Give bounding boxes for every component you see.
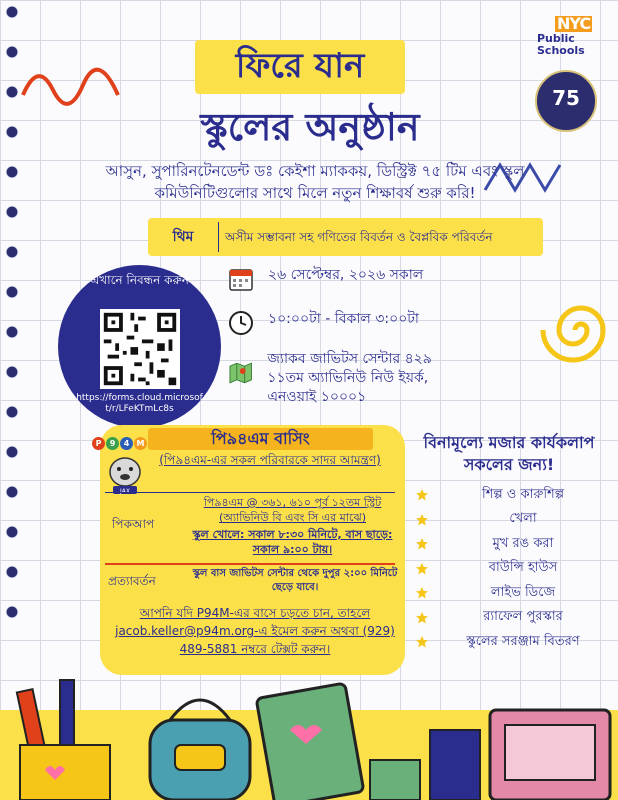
event-location-row [228,350,458,407]
event-location: জ্যাকব জাভিটস সেন্টার ৪২৯ ১১তম অ্যাভিনিউ নিউ ইয়র্ক, এনওয়াই ১০০০১ [267,351,432,405]
theme-label: থিম [172,229,194,245]
activity-label: মুখ রঙ করা [492,535,554,551]
registration-url[interactable]: https://forms.cloud.microsoft/r/LFeKTmLc8s [76,393,203,414]
pickup-address: পি৯৪এম @ ৩৬১, ৬১০ পূর্ব ১২তম স্ট্রিট (অ্যাভিনিউ বি এবং সি এর মাঝে) [203,496,382,524]
event-time-row [228,310,419,336]
pickup-time: স্কুল খোলে: সকাল ৮:৩০ মিনিটে, বাস ছাড়ে: সকাল ৯:০০ টায়। [192,528,393,556]
bus-contact[interactable]: আপনি যদি P94M-এর বাসে চড়তে চান, তাহলে jacob.keller@p94m.org-এ ইমেল করুন অথবা (929) 489-5881 নম্বরে টেক্সট করুন। [115,606,395,656]
squiggle-decoration [18,55,128,125]
list-item [415,483,615,508]
bus-welcome: (পি৯৪এম-এর সকল পরিবারকে সাদর আমন্ত্রণ) [159,453,381,467]
public-schools-logo-text: Public Schools [537,32,585,57]
activity-label: খেলা [509,511,537,527]
activity-label: র‍্যাফেল পুরস্কার [483,609,563,625]
spiral-decoration [535,270,615,390]
theme-text: অসীম সম্ভাবনা সহ গণিতের বিবর্তন ও বৈপ্লবিক পরিবর্তন [225,229,493,244]
activities-title: বিনামূল্যে মজার কার্যকলাপ সকলের জন্য! [423,433,595,474]
star-icon [415,537,429,551]
registration-circle[interactable] [58,265,221,428]
activity-label: শিল্প ও কারুশিল্প [481,486,565,502]
map-icon [228,360,253,386]
activity-label: বাউন্সি হাউস [488,560,558,576]
star-icon [415,611,429,625]
event-date: ২৬ সেপ্টেম্বর, ২০২৬ সকাল [268,267,424,283]
bus-header: পি৯৪এম বাসিং [148,428,373,450]
nyc-logo: NYC [557,14,591,33]
star-icon [415,586,429,600]
intro-text: আসুন, সুপারিনটেনডেন্ট ডঃ কেইশা ম্যাককয়, ডিস্ট্রিক্ট ৭৫ টিম এবং স্কুল কমিউনিটিগুলোর সাথে মিলে নতুন শিক্ষাবর্ষ শুরু করি! [105,162,525,202]
activity-label: স্কুলের সরঞ্জাম বিতরণ [466,633,580,649]
pickup-label: পিকআপ [112,517,155,531]
return-text: স্কুল বাস জাভিটস সেন্টার থেকে দুপুর ২:০০ মিনিটে ছেড়ে যাবে। [192,568,398,593]
badge-p: P [92,437,105,450]
page-title-line2: স্কুলের অনুষ্ঠান [200,105,420,149]
list-item [415,606,615,631]
theme-divider [218,222,219,252]
event-date-row [228,266,423,292]
badge-4: 4 [120,437,133,450]
star-icon [415,635,429,649]
list-item [415,532,615,557]
theme-box [148,218,543,256]
page-title-line1: ফিরে যান [235,46,365,86]
qr-code-icon[interactable] [100,309,180,389]
activities-list [415,483,615,655]
registration-title: এখানে নিবন্ধন করুন [90,273,189,287]
calendar-icon [228,266,254,292]
badge-9: 9 [106,437,119,450]
list-item [415,508,615,533]
bus-divider-red [105,563,395,565]
bus-divider [105,492,395,493]
star-icon [415,488,429,502]
list-item [415,557,615,582]
district-75-number: 75 [552,86,580,110]
badge-m: M [134,437,147,450]
activity-label: লাইভ ডিজে [490,584,556,600]
event-time: ১০:০০টা - বিকাল ৩:০০টা [268,311,419,327]
clock-icon [228,310,254,336]
return-label: প্রত্যাবর্তন [108,574,156,588]
bulldog-mascot-icon [105,452,145,497]
district-75-logo [535,70,597,132]
star-icon [415,513,429,527]
star-icon [415,562,429,576]
school-supplies-illustration [0,650,618,800]
list-item [415,581,615,606]
